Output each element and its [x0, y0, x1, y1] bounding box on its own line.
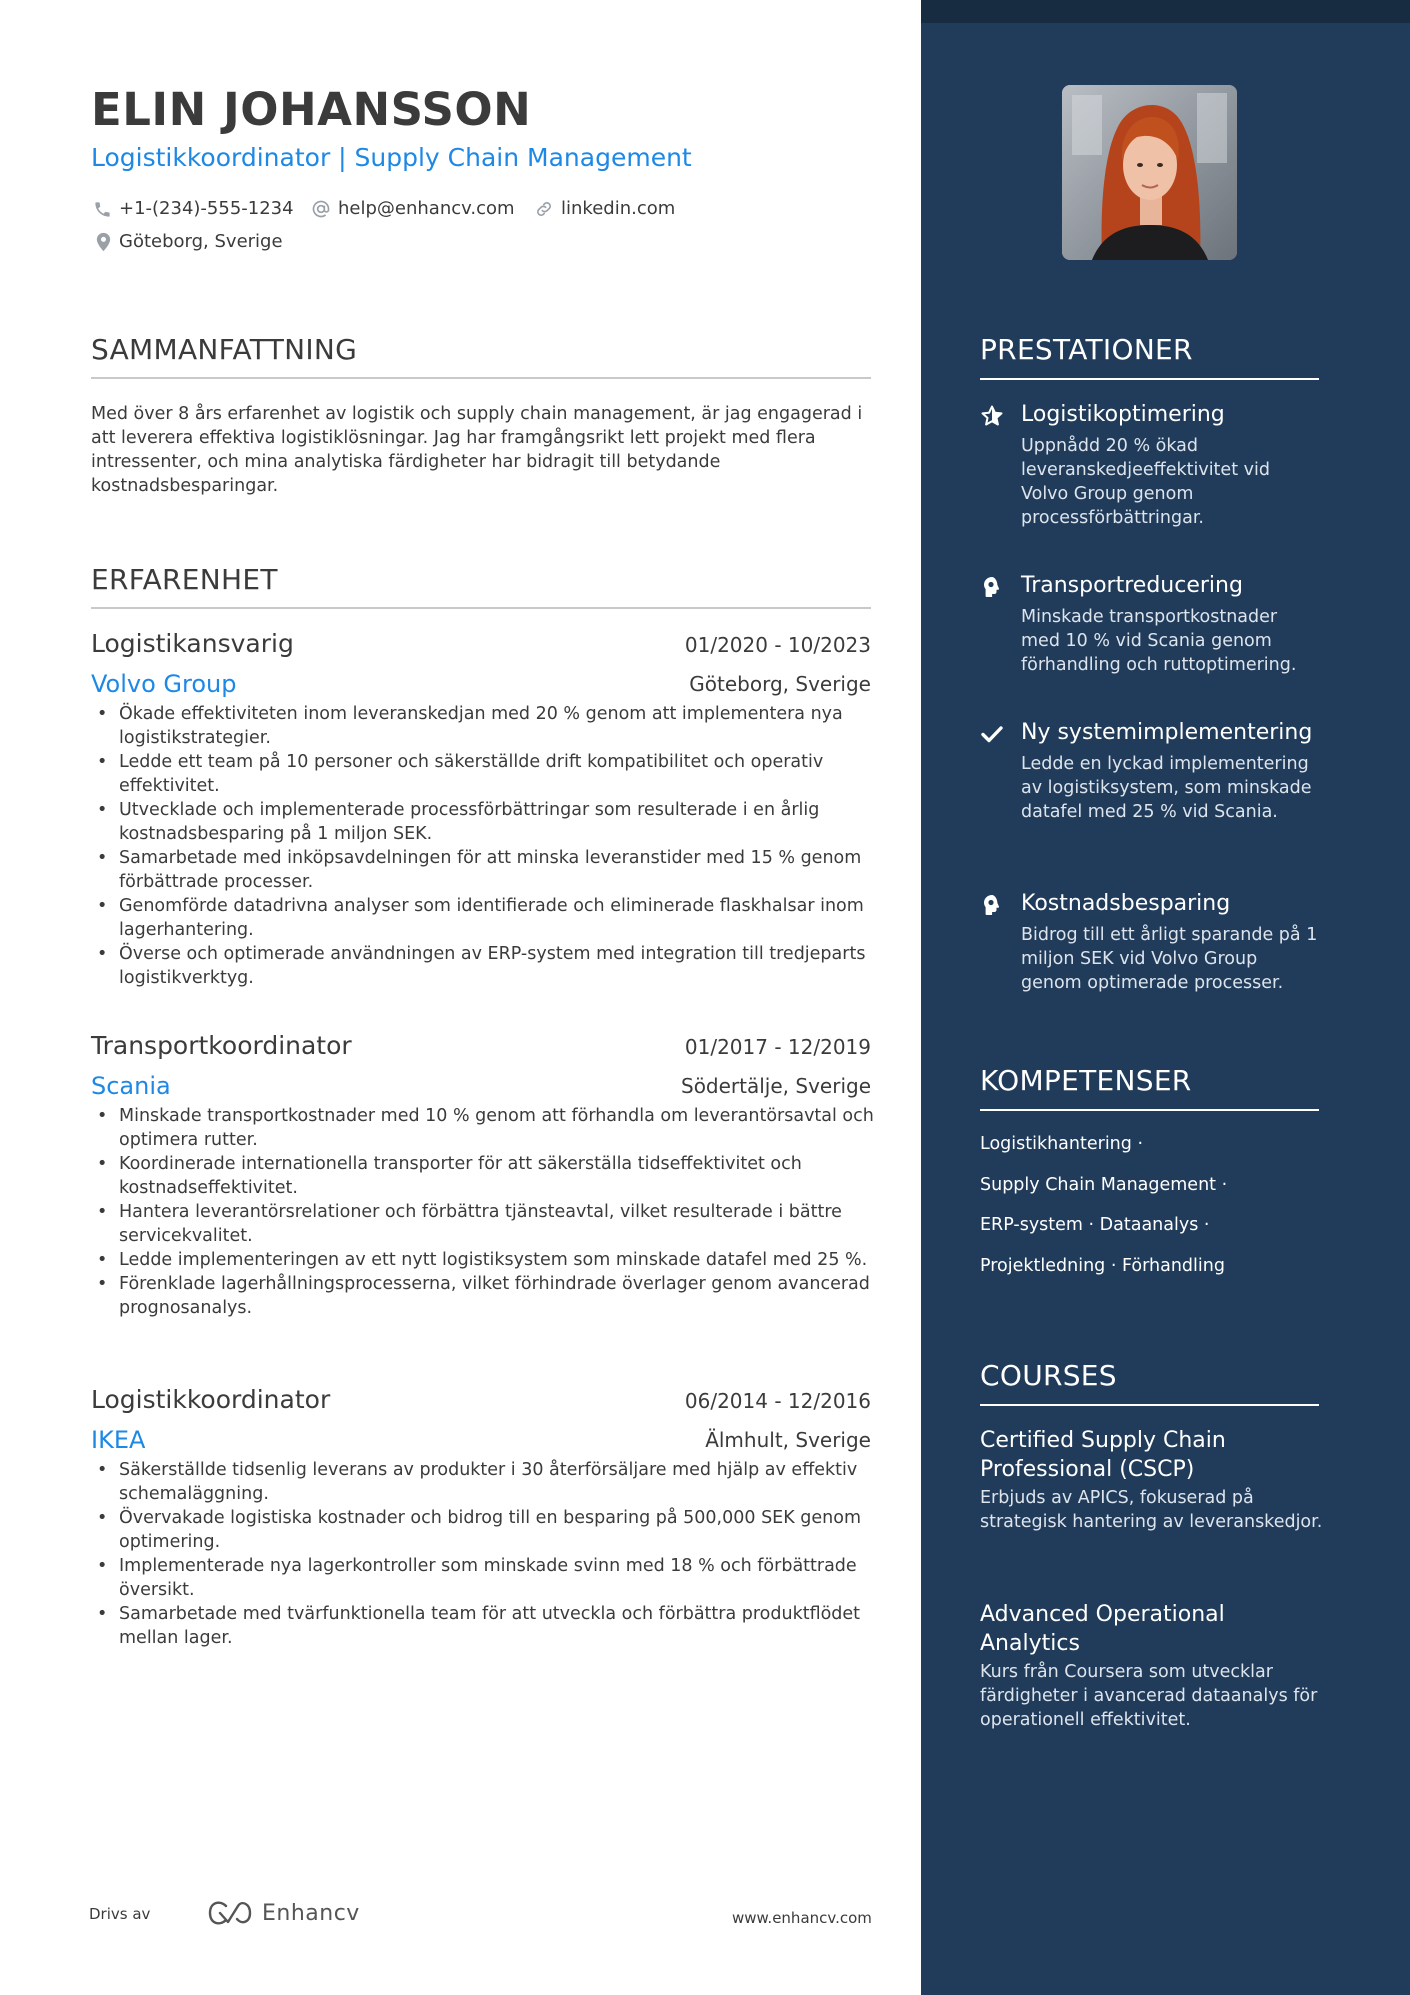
- star-icon: [980, 404, 1004, 428]
- brain-icon: [980, 893, 1004, 917]
- job-bullet: • Förenklade lagerhållningsprocesserna, vilket förhindrade överlager genom avancerad prognosanalys.: [119, 1272, 909, 1320]
- job-location: Göteborg, Sverige: [689, 672, 871, 696]
- job-company[interactable]: Volvo Group: [91, 670, 237, 698]
- job-bullets: [91, 1458, 909, 1650]
- course-item: [980, 1426, 1325, 1534]
- achievement-title: Kostnadsbesparing: [1021, 891, 1231, 916]
- job-bullet: • Ledde implementeringen av ett nytt logistiksystem som minskade datafel med 25 %.: [119, 1248, 909, 1272]
- sidebar: [921, 0, 1410, 1995]
- profile-photo: [1062, 85, 1237, 260]
- job-company[interactable]: Scania: [91, 1072, 171, 1100]
- job-bullet: • Säkerställde tidsenlig leverans av produkter i 30 återförsäljare med hjälp av effektiv schemaläggning.: [119, 1458, 909, 1506]
- job-bullet: • Koordinerade internationella transporter för att säkerställa tidseffektivitet och kostnadseffektivitet.: [119, 1152, 909, 1200]
- job-bullet: • Ökade effektiviteten inom leveranskedjan med 20 % genom att implementera nya logistikstrategier.: [119, 702, 909, 750]
- job-dates: 01/2017 - 12/2019: [684, 1035, 871, 1059]
- profile-photo-image: [1062, 85, 1237, 260]
- job-bullet: • Minskade transportkostnader med 10 % genom att förhandla om leverantörsavtal och optimera rutter.: [119, 1104, 909, 1152]
- headline: Logistikkoordinator | Supply Chain Management: [91, 143, 692, 172]
- summary-section-title: SAMMANFATTNING: [91, 333, 871, 379]
- footer-powered-by: Drivs av: [89, 1905, 151, 1923]
- achievement-title: Ny systemimplementering: [1021, 720, 1313, 745]
- link-icon: [534, 199, 554, 219]
- contact-email[interactable]: [311, 197, 515, 221]
- course-desc: Erbjuds av APICS, fokuserad på strategisk hantering av leveranskedjor.: [980, 1488, 1323, 1532]
- achievement-desc: Minskade transportkostnader med 10 % vid Scania genom förhandling och ruttoptimering.: [1021, 607, 1297, 675]
- achievement-desc: Bidrog till ett årligt sparande på 1 miljon SEK vid Volvo Group genom optimerade processer.: [1021, 925, 1318, 993]
- enhancv-logo-icon: [206, 1900, 254, 1926]
- job-bullets: [91, 702, 909, 990]
- skills-list: [980, 1130, 1340, 1292]
- achievement-title: Transportreducering: [1021, 573, 1243, 598]
- summary-text: Med över 8 års erfarenhet av logistik och supply chain management, är jag engagerad i att leverera effektiva logistiklösningar. Jag har framgångsrikt lett projekt med flera intressenter, och mina analytiska färdigheter har bidragit till betydande kostnadsbesparingar.: [91, 404, 863, 496]
- job-bullet: • Genomförde datadrivna analyser som identifierade och eliminerade flaskhalsar inom lagerhantering.: [119, 894, 909, 942]
- brain-icon: [980, 575, 1004, 599]
- location-pin-icon: [95, 232, 112, 252]
- course-title: Certified Supply Chain Professional (CSCP): [980, 1428, 1226, 1482]
- course-title: Advanced Operational Analytics: [980, 1602, 1225, 1656]
- skill-line: ERP-system · Dataanalys ·: [980, 1215, 1210, 1235]
- experience-section-title: ERFARENHET: [91, 563, 871, 609]
- achievements-section-title: PRESTATIONER: [980, 333, 1319, 380]
- contact-location: [95, 230, 283, 254]
- job-bullet: • Övervakade logistiska kostnader och bidrog till en besparing på 500,000 SEK genom optimering.: [119, 1506, 909, 1554]
- footer-url[interactable]: www.enhancv.com: [732, 1909, 872, 1927]
- location-text: Göteborg, Sverige: [119, 231, 283, 252]
- linkedin-text[interactable]: linkedin.com: [561, 198, 676, 219]
- job-bullets: [91, 1104, 909, 1320]
- job-bullet: • Samarbetade med tvärfunktionella team för att utveckla och förbättra produktflödet mellan lager.: [119, 1602, 909, 1650]
- skill-line: Supply Chain Management ·: [980, 1174, 1228, 1195]
- enhancv-logo[interactable]: [206, 1900, 360, 1926]
- check-icon: [980, 722, 1004, 746]
- job-bullet: • Ledde ett team på 10 personer och säkerställde drift kompatibilitet och operativ effektivitet.: [119, 750, 909, 798]
- achievement-desc: Uppnådd 20 % ökad leveranskedjeeffektivitet vid Volvo Group genom processförbättringar.: [1021, 436, 1270, 528]
- sidebar-top-bar: [921, 0, 1410, 23]
- skill-line: Projektledning · Förhandling: [980, 1255, 1225, 1276]
- job-bullet: • Samarbetade med inköpsavdelningen för att minska leveranstider med 15 % genom förbättrade processer.: [119, 846, 909, 894]
- job-dates: 01/2020 - 10/2023: [684, 633, 871, 657]
- candidate-name: ELIN JOHANSSON: [91, 83, 532, 136]
- job-location: Älmhult, Sverige: [705, 1428, 871, 1452]
- job-title: Logistikkoordinator: [91, 1385, 331, 1414]
- achievement-title: Logistikoptimering: [1021, 402, 1225, 427]
- job-dates: 06/2014 - 12/2016: [684, 1389, 871, 1413]
- email-text[interactable]: help@enhancv.com: [338, 198, 515, 219]
- job-location: Södertälje, Sverige: [681, 1074, 871, 1098]
- course-desc: Kurs från Coursera som utvecklar färdigheter i avancerad dataanalys för operationell effektivitet.: [980, 1662, 1318, 1730]
- skill-line: Logistikhantering ·: [980, 1134, 1144, 1154]
- contact-phone: [93, 197, 294, 221]
- job-title: Transportkoordinator: [91, 1031, 352, 1060]
- job-company[interactable]: IKEA: [91, 1426, 146, 1454]
- enhancv-logo-text: Enhancv: [262, 1900, 360, 1926]
- course-item: [980, 1600, 1325, 1732]
- courses-section-title: COURSES: [980, 1359, 1319, 1406]
- achievement-desc: Ledde en lyckad implementering av logistiksystem, som minskade datafel med 25 % vid Scania.: [1021, 754, 1312, 822]
- job-bullet: • Överse och optimerade användningen av ERP-system med integration till tredjeparts logistikverktyg.: [119, 942, 909, 990]
- phone-text: +1-(234)-555-1234: [119, 198, 294, 219]
- job-title: Logistikansvarig: [91, 629, 294, 658]
- job-bullet: • Utvecklade och implementerade processförbättringar som resulterade i en årlig kostnadsbesparing på 1 miljon SEK.: [119, 798, 909, 846]
- phone-icon: [93, 200, 112, 219]
- contact-linkedin[interactable]: [534, 197, 675, 221]
- at-icon: [311, 199, 331, 219]
- job-bullet: • Implementerade nya lagerkontroller som minskade svinn med 18 % och förbättrade översikt.: [119, 1554, 909, 1602]
- job-bullet: • Hantera leverantörsrelationer och förbättra tjänsteavtal, vilket resulterade i bättre servicekvalitet.: [119, 1200, 909, 1248]
- skills-section-title: KOMPETENSER: [980, 1064, 1319, 1111]
